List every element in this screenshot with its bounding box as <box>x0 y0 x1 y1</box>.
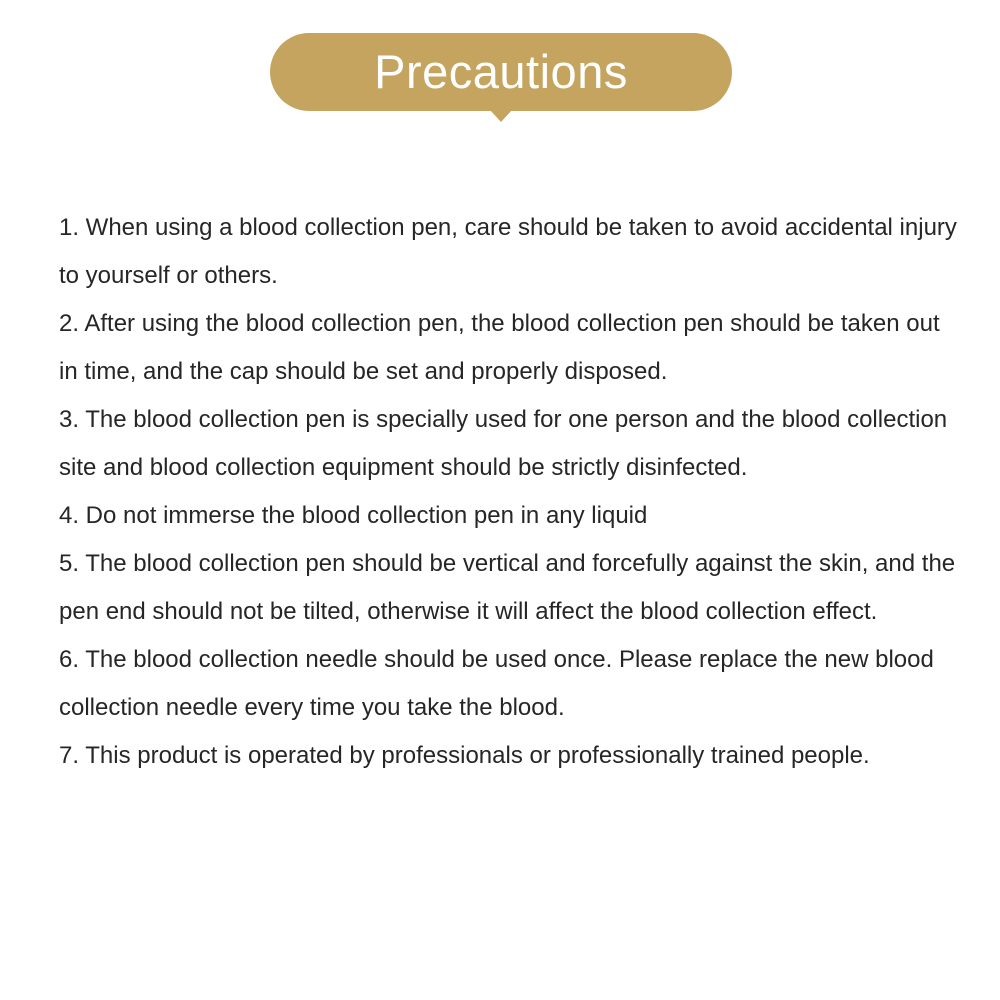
precaution-item: 3. The blood collection pen is specially used for one person and the blood collection site and blood collection equipment should be strictly disinfected. <box>59 406 948 481</box>
precaution-item: 7. This product is operated by professionals or professionally trained people. <box>59 742 870 769</box>
page-title: Precautions <box>374 44 628 98</box>
precaution-item: 2. After using the blood collection pen, the blood collection pen should be taken out in time, and the cap should be set and properly disposed. <box>59 310 940 385</box>
precautions-list <box>59 204 959 780</box>
precaution-item: 5. The blood collection pen should be vertical and forcefully against the skin, and the pen end should not be tilted, otherwise it will affect the blood collection effect. <box>59 550 956 625</box>
precaution-item: 4. Do not immerse the blood collection pen in any liquid <box>59 502 648 529</box>
title-badge <box>270 33 732 111</box>
precaution-item: 1. When using a blood collection pen, care should be taken to avoid accidental injury to yourself or others. <box>59 214 957 289</box>
precaution-item: 6. The blood collection needle should be used once. Please replace the new blood collection needle every time you take the blood. <box>59 646 934 721</box>
